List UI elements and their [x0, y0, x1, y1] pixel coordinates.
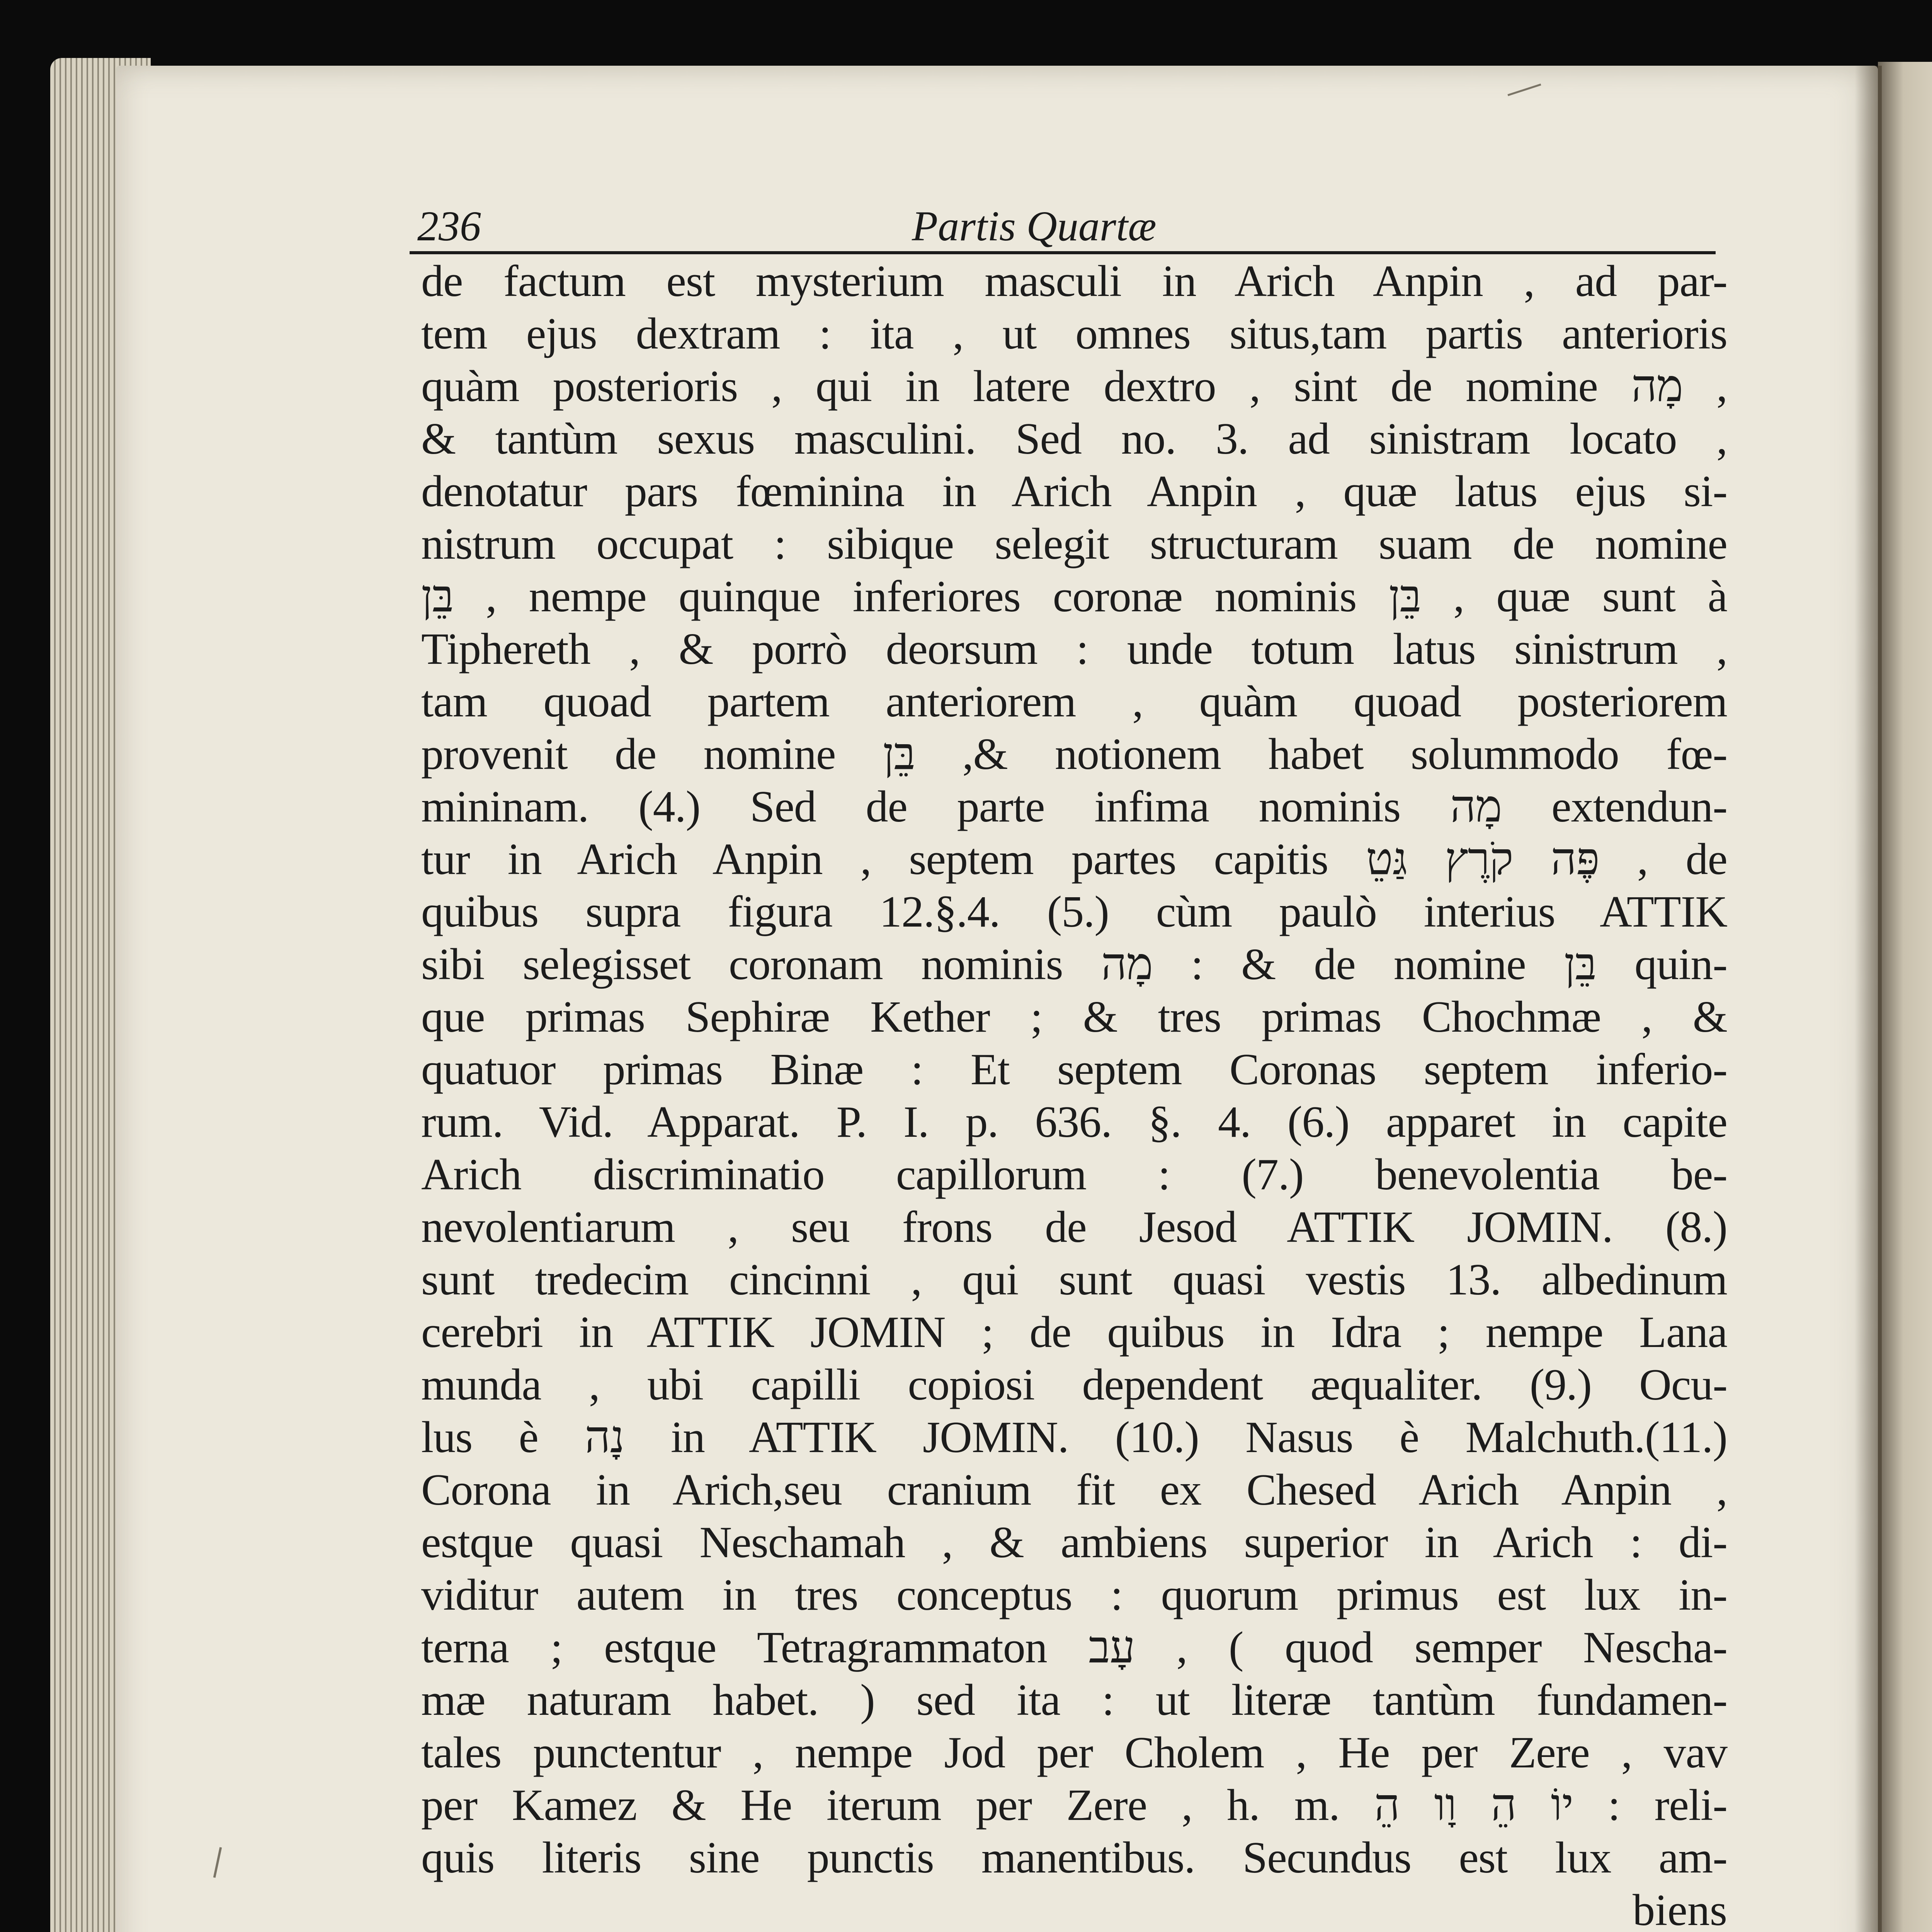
text-line: בֵּן , nempe quinque inferiores coronæ nominis בֵּן , quæ sunt à [421, 572, 1727, 621]
text-line: estque quasi Neschamah , & ambiens superior in Arich : di- [421, 1518, 1727, 1567]
text-line: per Kamez & He iterum per Zere , h. m. יוֹ הֵ וָו הֵ : reli- [421, 1781, 1728, 1830]
text-line: que primas Sephiræ Kether ; & tres primas Chochmæ , & [421, 992, 1727, 1042]
text-line: viditur autem in tres conceptus : quorum primus est lux in- [421, 1570, 1727, 1620]
text-line: quàm posterioris , qui in latere dextro , sint de nomine מָה , [421, 362, 1727, 411]
gutter-shadow [1855, 66, 1882, 1932]
running-header [410, 201, 1716, 254]
catchword: biens [1633, 1886, 1727, 1932]
text-line: nevolentiarum , seu frons de Jesod ATTIK JOMIN. (8.) [421, 1202, 1727, 1252]
text-line: de factum est mysterium masculi in Arich Anpin , ad par- [421, 257, 1727, 306]
text-line: denotatur pars fœminina in Arich Anpin , quæ latus ejus si- [421, 467, 1727, 516]
text-line: rum. Vid. Apparat. P. I. p. 636. §. 4. (6.) apparet in capite [421, 1097, 1727, 1147]
text-line: tem ejus dextram : ita , ut omnes situs,tam partis anterioris [421, 309, 1727, 359]
text-line: tam quoad partem anteriorem , quàm quoad posteriorem [421, 677, 1727, 726]
page-number: 236 [417, 202, 481, 250]
body-text [421, 255, 1727, 1932]
text-line: cerebri in ATTIK JOMIN ; de quibus in Idra ; nempe Lana [421, 1308, 1727, 1357]
text-line: quatuor primas Binæ : Et septem Coronas septem inferio- [421, 1045, 1727, 1094]
running-title: Partis Quartæ [912, 202, 1156, 250]
text-line: lus è נָה in ATTIK JOMIN. (10.) Nasus è Malchuth.(11.) [421, 1413, 1727, 1462]
text-line: quis literis sine punctis manentibus. Secundus est lux am- [421, 1833, 1727, 1883]
text-line: nistrum occupat : sibique selegit structuram suam de nomine [421, 519, 1727, 569]
text-line: Corona in Arich,seu cranium fit ex Chesed Arich Anpin , [421, 1465, 1727, 1515]
text-line: Tiphereth , & porrò deorsum : unde totum latus sinistrum , [421, 624, 1727, 674]
text-line: munda , ubi capilli copiosi dependent æqualiter. (9.) Ocu- [421, 1360, 1727, 1410]
text-line: sibi selegisset coronam nominis מָה : & de nomine בֵּן quin- [421, 940, 1727, 989]
text-line: sunt tredecim cincinni , qui sunt quasi vestis 13. albedinum [421, 1255, 1727, 1304]
text-line: & tantùm sexus masculini. Sed no. 3. ad sinistram locato , [421, 414, 1727, 464]
text-line: mæ naturam habet. ) sed ita : ut literæ tantùm fundamen- [421, 1675, 1727, 1725]
text-line: mininam. (4.) Sed de parte infima nominis מָה extendun- [421, 782, 1727, 832]
facing-page-edge [1878, 62, 1932, 1932]
text-line: tur in Arich Anpin , septem partes capitis פֶּה קֹרֶץ גַּטֵ , de [421, 835, 1727, 884]
text-line: terna ; estque Tetragrammaton עָב , ( quod semper Nescha- [421, 1623, 1727, 1672]
text-line: quibus supra figura 12.§.4. (5.) cùm paulò interius ATTIK [421, 887, 1727, 937]
text-line: Arich discriminatio capillorum : (7.) benevolentia be- [421, 1150, 1727, 1199]
text-line: provenit de nomine בֵּן ,& notionem habet solummodo fœ- [421, 730, 1727, 779]
text-line: tales punctentur , nempe Jod per Cholem , He per Zere , vav [421, 1728, 1727, 1777]
